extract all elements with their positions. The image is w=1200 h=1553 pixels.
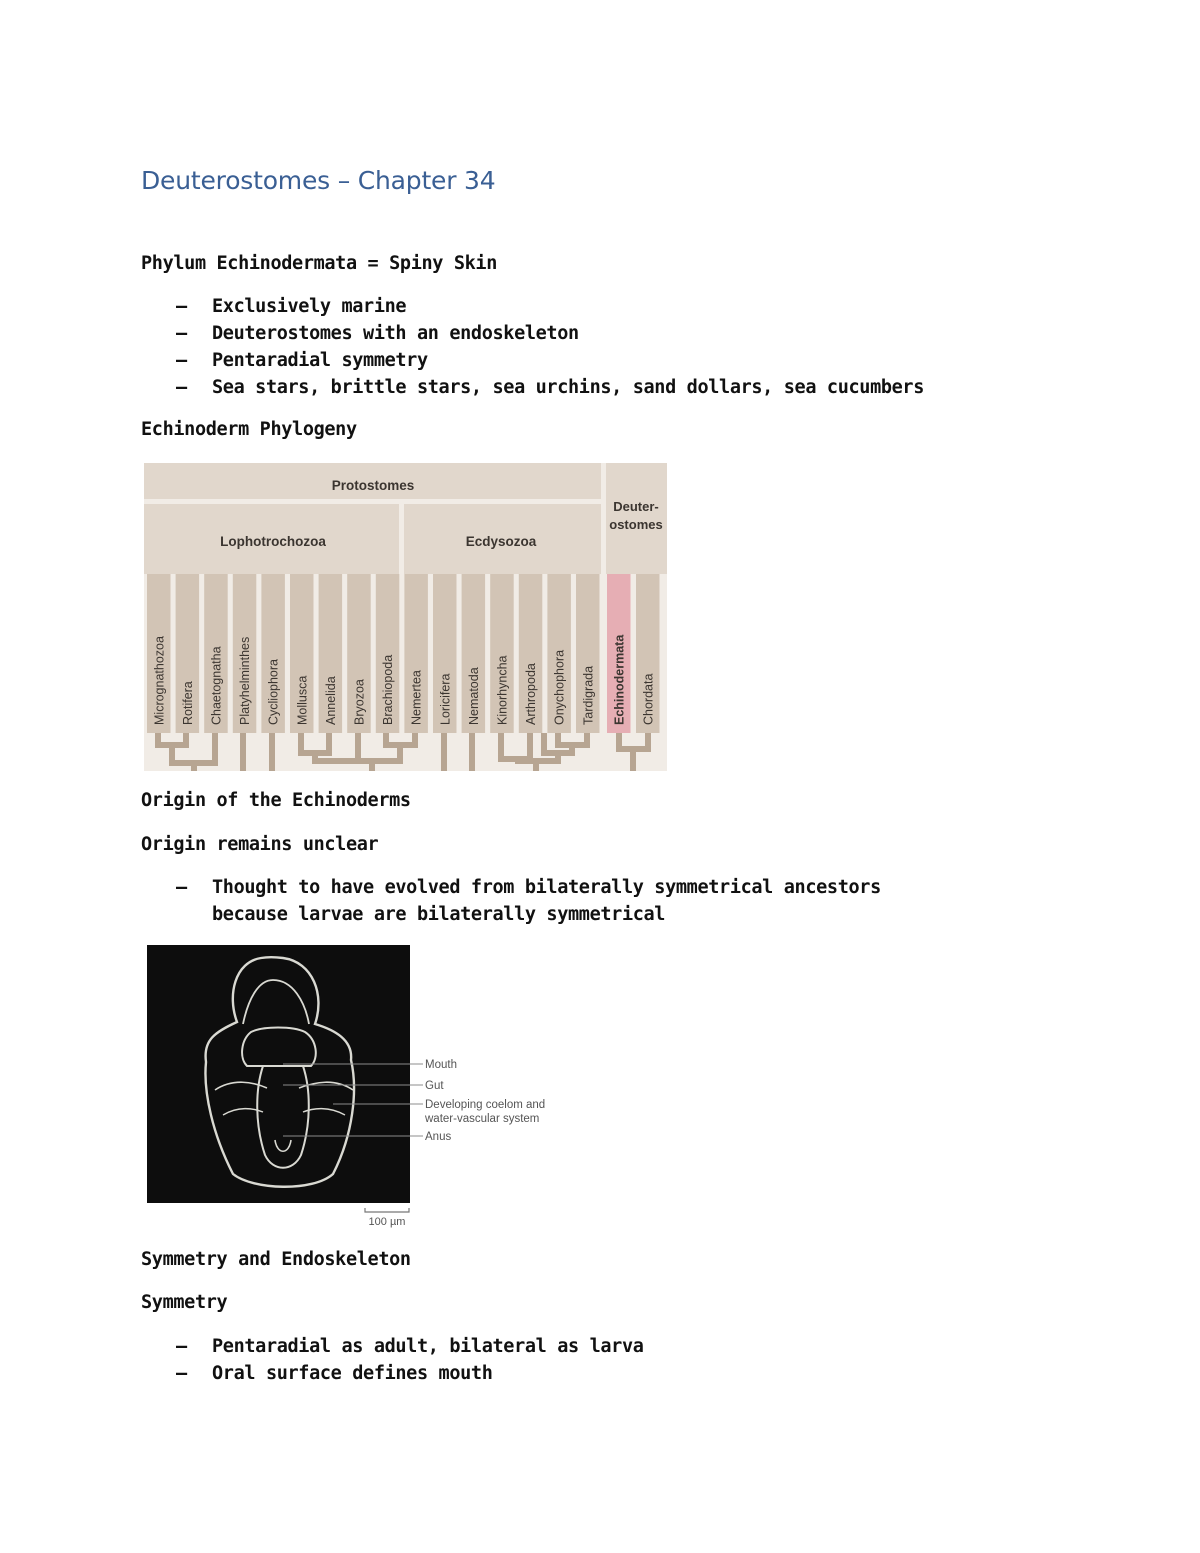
list-item	[176, 1360, 644, 1387]
list-item	[176, 1333, 644, 1360]
taxon-label: Loricifera	[438, 673, 453, 725]
taxon-label: Kinorhyncha	[495, 655, 510, 725]
phylum-heading: Phylum Echinodermata = Spiny Skin	[141, 253, 498, 274]
bullet-text: Thought to have evolved from bilaterally symmetrical ancestors	[212, 877, 881, 898]
taxon-label: Micrognathozoa	[152, 636, 167, 725]
phylum-bullet-list	[176, 293, 924, 401]
scale-bar-label: 100 µm	[368, 1216, 406, 1228]
deuterostomes-label-2: ostomes	[609, 517, 663, 532]
symmetry-heading: Symmetry and Endoskeleton	[141, 1249, 411, 1270]
bullet-text: Pentaradial as adult, bilateral as larva	[212, 1336, 644, 1357]
phylogeny-heading: Echinoderm Phylogeny	[141, 419, 357, 440]
taxon-label: Arthropoda	[524, 663, 539, 725]
phylogeny-figure	[144, 463, 667, 771]
larva-figure	[143, 940, 563, 1230]
bullet-text: Oral surface defines mouth	[212, 1363, 493, 1384]
taxon-label: Platyhelminthes	[238, 636, 253, 725]
bullet-text: Pentaradial symmetry	[212, 350, 428, 371]
taxon-label: Nematoda	[466, 667, 481, 725]
taxon-label: Onychophora	[552, 649, 567, 725]
taxon-label: Mollusca	[295, 675, 310, 725]
list-item	[176, 874, 881, 901]
taxon-label: Cycliophora	[266, 658, 281, 725]
ecdysozoa-label: Ecdysozoa	[465, 534, 537, 549]
taxon-label: Tardigrada	[581, 665, 596, 725]
origin-bullet-list	[176, 874, 881, 928]
bullet-text: Exclusively marine	[212, 296, 407, 317]
dash-bullet: –	[176, 377, 187, 398]
page-title: Deuterostomes – Chapter 34	[141, 166, 496, 195]
bullet-text: Deuterostomes with an endoskeleton	[212, 323, 579, 344]
list-item	[176, 374, 924, 401]
list-item	[176, 293, 924, 320]
list-item	[176, 320, 924, 347]
label-gut: Gut	[425, 1080, 444, 1092]
label-anus: Anus	[425, 1131, 452, 1143]
protostomes-label: Protostomes	[331, 478, 415, 493]
dash-bullet: –	[176, 877, 187, 898]
taxon-label: Echinodermata	[612, 634, 627, 725]
list-item	[176, 347, 924, 374]
deuterostomes-label-1: Deuter-	[613, 499, 659, 514]
taxon-label: Brachiopoda	[381, 654, 396, 725]
dash-bullet: –	[176, 296, 187, 317]
taxon-label: Chordata	[641, 673, 656, 725]
lophotrochozoa-label: Lophotrochozoa	[220, 534, 326, 549]
label-coelom-1: Developing coelom and	[425, 1099, 546, 1111]
origin-heading: Origin of the Echinoderms	[141, 790, 411, 811]
taxon-label: Bryozoa	[352, 679, 367, 725]
taxon-label: Chaetognatha	[209, 646, 224, 725]
label-coelom-2: water-vascular system	[425, 1113, 540, 1125]
taxon-label: Rotifera	[180, 681, 195, 725]
micrograph-background	[147, 945, 410, 1203]
symmetry-bullet-list	[176, 1333, 644, 1387]
bullet-text: Sea stars, brittle stars, sea urchins, sand dollars, sea cucumbers	[212, 377, 925, 398]
taxon-label: Nemertea	[409, 670, 424, 725]
dash-bullet: –	[176, 350, 187, 371]
label-mouth: Mouth	[425, 1059, 457, 1071]
dash-bullet: –	[176, 1336, 187, 1357]
symmetry-subheading: Symmetry	[141, 1292, 228, 1313]
taxon-label: Annelida	[323, 676, 338, 725]
scale-bar	[365, 1208, 409, 1212]
list-item-continuation: because larvae are bilaterally symmetrical	[212, 904, 666, 925]
dash-bullet: –	[176, 1363, 187, 1384]
dash-bullet: –	[176, 323, 187, 344]
origin-subheading: Origin remains unclear	[141, 834, 379, 855]
